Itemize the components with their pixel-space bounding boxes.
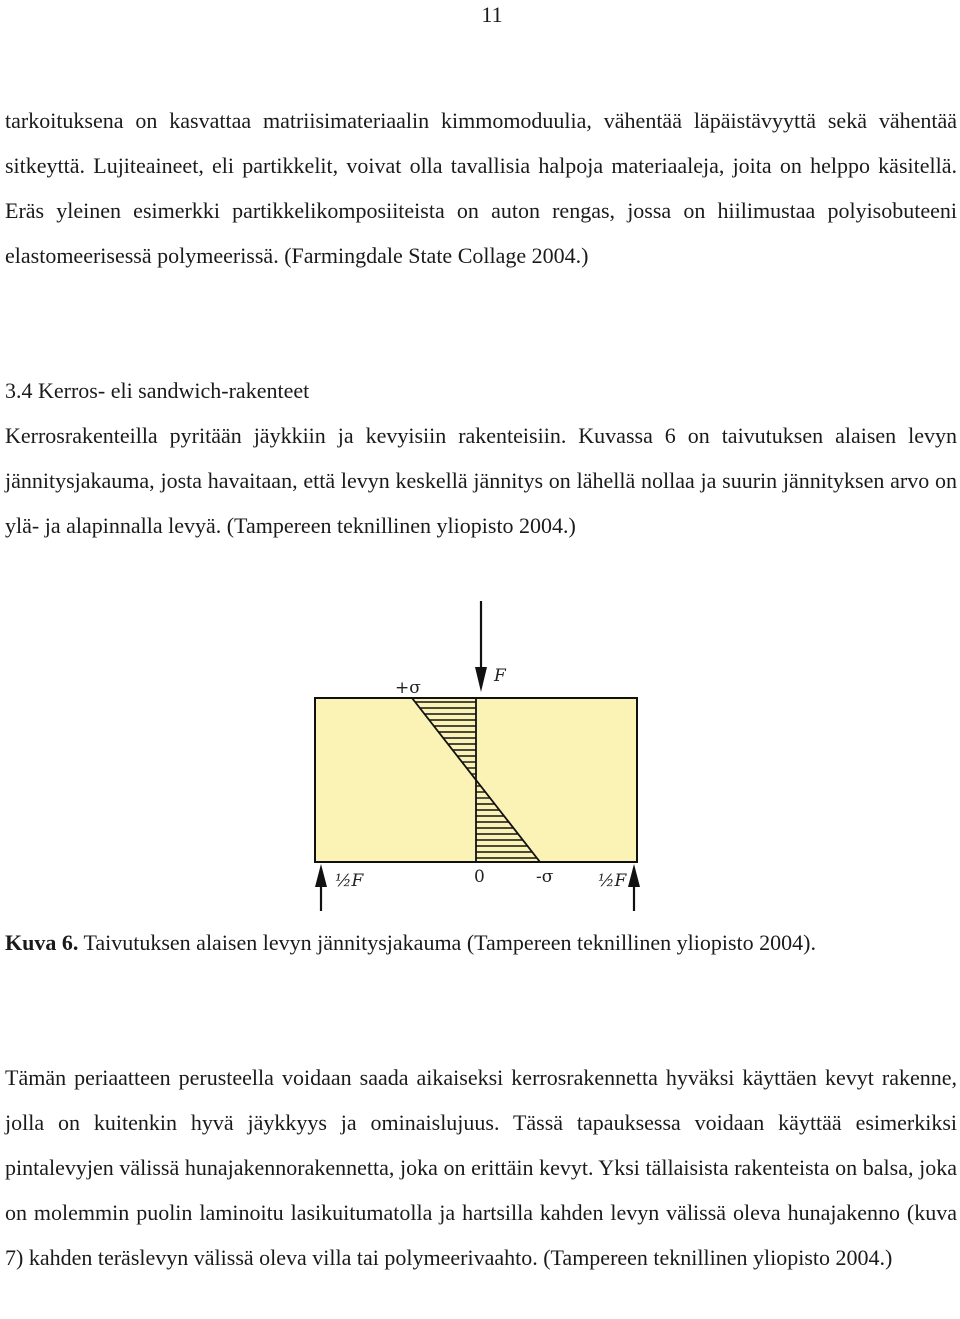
minus-sigma-label: -σ xyxy=(536,867,554,887)
body-paragraph-1: tarkoituksena on kasvattaa matriisimateriaalin kimmomoduulia, vähentää läpäistävyyttä sekä vähentää sitkeyttä. Lujiteaineet, eli partikkelit, voivat olla tavallisia halpoja materiaaleja, joita on helppo käsitellä. Eräs yleinen esimerkki partikkelikomposiiteista on auton rengas, jossa on hiilimustaa polyisobuteeni elastomeerisessä polymeerissä. (Farmingdale State Collage 2004.) xyxy=(5,108,957,268)
half-force-left-label: ½F xyxy=(335,871,364,891)
half-force-right-label: ½F xyxy=(598,871,627,891)
plus-sigma-label: +σ xyxy=(395,678,421,698)
zero-label: 0 xyxy=(474,867,485,887)
page-number: 11 xyxy=(481,2,503,27)
stress-distribution-figure xyxy=(300,597,645,915)
force-arrowhead xyxy=(475,667,487,692)
body-paragraph-3: Tämän periaatteen perusteella voidaan saada aikaiseksi kerrosrakennetta hyväksi käyttäen kevyt rakenne, jolla on kuitenkin hyvä jäykkyys ja ominaislujuus. Tässä tapauksessa voidaan käyttää esimerkiksi pintalevyjen välissä hunajakennorakennetta, joka on erittäin kevyt. Yksi tällaisista rakenteista on balsa, joka on molemmin puolin laminoitu lasikuitumatolla ja hartsilla kahden levyn välissä oleva hunajakenno (kuva 7) kahden teräslevyn välissä oleva villa tai polymeerivaahto. (Tampereen teknillinen yliopisto 2004.) xyxy=(5,1065,957,1270)
stress-distribution-diagram xyxy=(300,597,645,915)
figure-caption xyxy=(5,920,957,965)
section-heading: 3.4 Kerros- eli sandwich-rakenteet xyxy=(5,378,310,403)
force-label: F xyxy=(494,666,506,686)
caption-label: Kuva 6. xyxy=(5,930,79,955)
caption-text: Taivutuksen alaisen levyn jännitysjakauma (Tampereen teknillinen yliopisto 2004). xyxy=(78,930,816,955)
body-paragraph-2: Kerrosrakenteilla pyritään jäykkiin ja kevyisiin rakenteisiin. Kuvassa 6 on taivutuksen alaisen levyn jännitysjakauma, josta havaitaan, että levyn keskellä jännitys on lähellä nollaa ja suurin jännityksen arvo on ylä- ja alapinnalla levyä. (Tampereen teknillinen yliopisto 2004.) xyxy=(5,423,957,538)
left-reaction-arrowhead xyxy=(315,864,327,887)
right-reaction-arrowhead xyxy=(628,864,640,887)
